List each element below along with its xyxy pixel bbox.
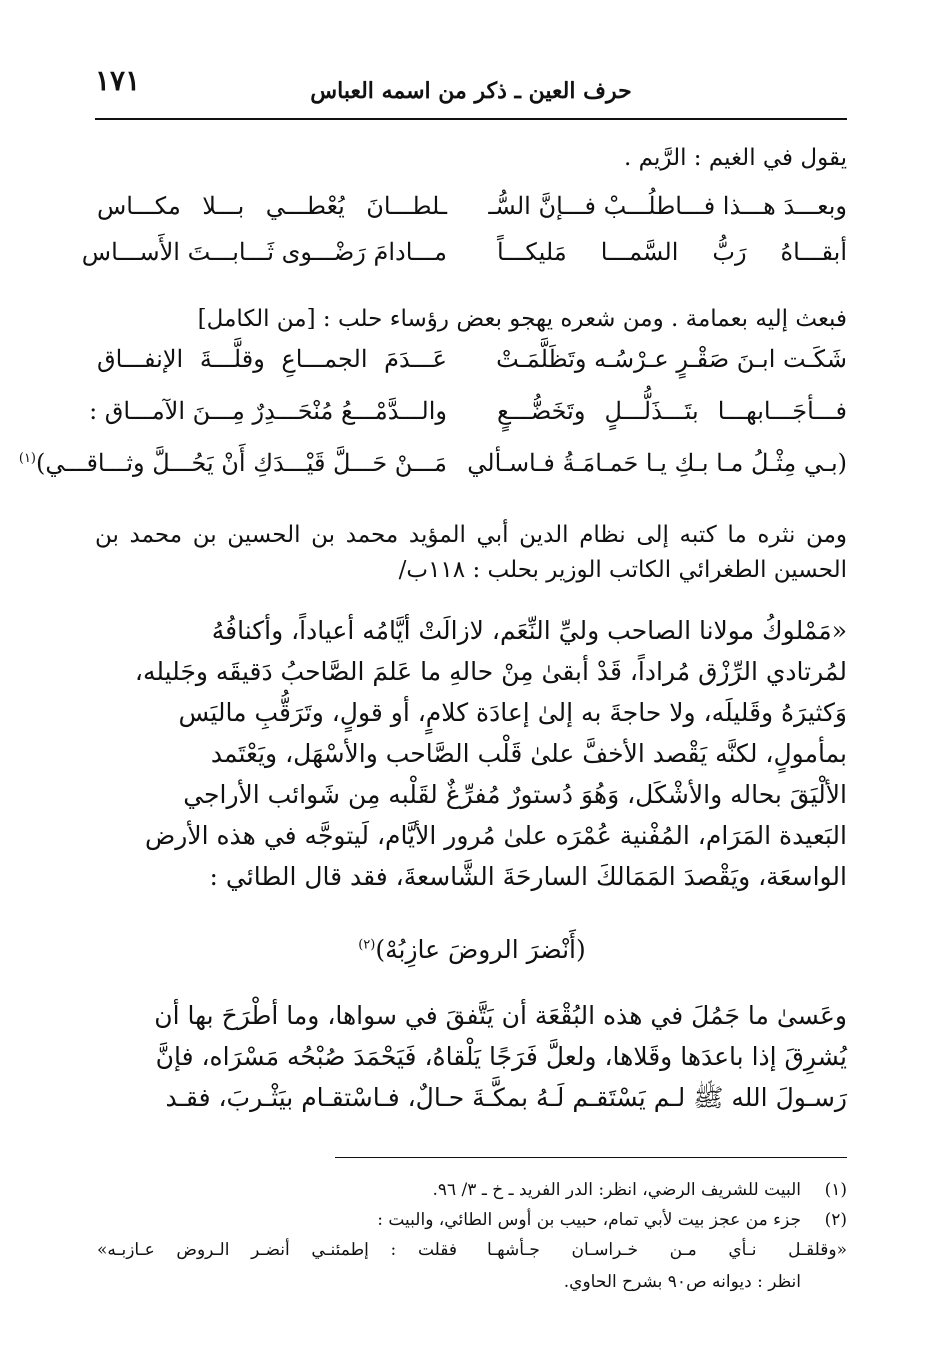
quote-line: رَسـولَ الله ﷺ لـم يَسْتَقـم لَـهُ بمكَّـةَ حـالٌ، فـاسْتقـام بيَثْـربَ، فقـد <box>165 1083 847 1112</box>
quoted-letter-continued <box>97 995 847 1118</box>
half-verse-text: (أَنْضرَ الروضَ عازِبُهْ) <box>375 935 586 964</box>
quote-line: وَكثيرَهُ وقَليلَه، ولا حاجةَ به إلىٰ إعادَة كلامٍ، أو قولٍ، وتَرَقُّبِ ماليَس <box>178 698 847 727</box>
footnote-number: (١) <box>824 1180 847 1200</box>
verse-line <box>97 192 847 230</box>
footnote-verse <box>97 1240 847 1266</box>
quoted-letter <box>97 610 847 897</box>
page-number: ١٧١ <box>95 64 141 97</box>
footnote-marker: (١) <box>18 451 36 466</box>
verse-right-hemistich: وبعـــدَ هـــذا فـــاطلُـــبْ فـــإنَّ السُّـ <box>488 192 847 220</box>
folio-marker: ١١٨ب/ <box>398 556 466 583</box>
prose-paragraph <box>95 518 847 587</box>
footnote-text: البيت للشريف الرضي، انظر: الدر الفريد ـ خ ـ ٣/ ٩٦. <box>432 1180 801 1200</box>
quote-line: الألْيَقَ بحاله والأشْكَل، وَهُوَ دُستورٌ مُفرِّغٌ لقَلْبه مِن شَوائب الأراجي <box>183 780 847 809</box>
quote-line: لمُرتادي الرِّزْق مُراداً، قَدْ أبقىٰ مِنْ حالهِ ما عَلمَ الصَّاحبُ دَقيقَه وجَليله، <box>134 657 847 686</box>
verse-text: مَـــنْ حَـــلَّ قَيْـــدَكِ أَنْ يَحُـــلَّ وثـــاقـــي) <box>36 449 447 477</box>
half-verse <box>97 935 847 964</box>
verse-line <box>89 397 847 435</box>
quote-line: يُشرِقَ إذا باعدَها وقَلاها، ولعلَّ فَرَجًا يَلْقاهُ، فَيَحْمَدَ صُبْحُه مَسْرَاه، فإنَّ <box>155 1042 847 1071</box>
footnote-marker: (٢) <box>358 937 376 953</box>
footnote <box>80 1210 847 1236</box>
footnote <box>80 1180 847 1206</box>
header-rule <box>95 118 847 120</box>
verse-line <box>97 345 847 383</box>
footnote-text: انظر : ديوانه ص٩٠ بشرح الحاوي. <box>563 1272 801 1292</box>
verse-left-hemistich: ـلطـــانَ يُعْطـــي بـــلا مكـــاس <box>97 192 447 220</box>
verse-line <box>18 449 847 487</box>
verse-right-hemistich: أبقـــاهُ رَبُّ السَّمـــا مَليكـــاً <box>497 238 847 266</box>
quote-line: بمأمولٍ، لكنَّه يَقْصد الأخفَّ علىٰ قَلْب الصَّاحب والأسْهَل، ويَعْتَمد <box>210 739 847 768</box>
transition-line: فبعث إليه بعمامة . ومن شعره يهجو بعض رؤساء حلب : [من الكامل] <box>197 306 847 332</box>
page-header <box>95 60 847 112</box>
running-title: حرف العين ـ ذكر من اسمه العباس <box>310 78 632 104</box>
verse-left-hemistich: والـــدَّمْـــعُ مُنْحَـــدِرٌ مِـــنَ الآمـــاق : <box>89 397 447 425</box>
verse-left-hemistich: فقلت : إطمئنـي أنضـر الـروض عـازبـه» <box>97 1240 457 1260</box>
verse-left-hemistich: عَـــدَمَ الجمـــاعِ وقلَّـــةَ الإنفـــاق <box>97 345 447 373</box>
quote-line: وعَسىٰ ما جَمُلَ في هذه البُقْعَة أن يَتَّفقَ في سواها، وما أطْرَحَ بها أن <box>154 1001 847 1030</box>
footnote-text: جزء من عجز بيت لأبي تمام، حبيب بن أوس الطائي، والبيت : <box>377 1210 801 1230</box>
quote-line: البَعيدة المَرَام، المُفْنية عُمْرَه علىٰ مُرور الأيَّام، لَيتوجَّه في هذه الأرض <box>145 821 847 850</box>
verse-left-hemistich <box>18 449 447 477</box>
verse-right-hemistich: (بـي مِثْـلُ مـا بـكِ يـا حَمـامَـةُ فـاسـألي <box>467 449 847 477</box>
prose-text: ومن نثره ما كتبه إلى نظام الدين أبي المؤيد محمد بن الحسين بن محمد بن الحسين الطغرائي الكاتب الوزير بحلب : <box>95 522 847 583</box>
verse-left-hemistich: مـــادامَ رَضْـــوى ثَـــابـــتَ الأَســـاس <box>81 238 447 266</box>
footnote-reference <box>80 1272 847 1298</box>
quote-line: «مَمْلوكُ مولانا الصاحب وليِّ النِّعَم، لازالَتْ أيَّامُه أعياداً، وأكنافُهُ <box>211 616 847 645</box>
verse-line <box>81 238 847 276</box>
footnote-number: (٢) <box>824 1210 847 1230</box>
verse-right-hemistich: فـــأجَـــابهـــا بتَـــذَلُّـــلٍ وتَخَضُّـــعٍ <box>497 397 847 425</box>
intro-line: يقول في الغيم : الرَّيم . <box>624 145 847 171</box>
verse-right-hemistich: شَكَـت ابـنَ صَقْـرٍ عـرْسُـه وتَظَلَّمَـتْ <box>496 345 847 373</box>
verse-right-hemistich: «وقلقـل نـأي مـن خـراسـان جـأشهـا <box>487 1240 847 1260</box>
footnote-rule <box>335 1157 847 1158</box>
quote-line: الواسعَة، ويَقْصدَ المَمَالكَ السارحَةَ الشَّاسعةَ، فقد قال الطائي : <box>209 862 847 891</box>
